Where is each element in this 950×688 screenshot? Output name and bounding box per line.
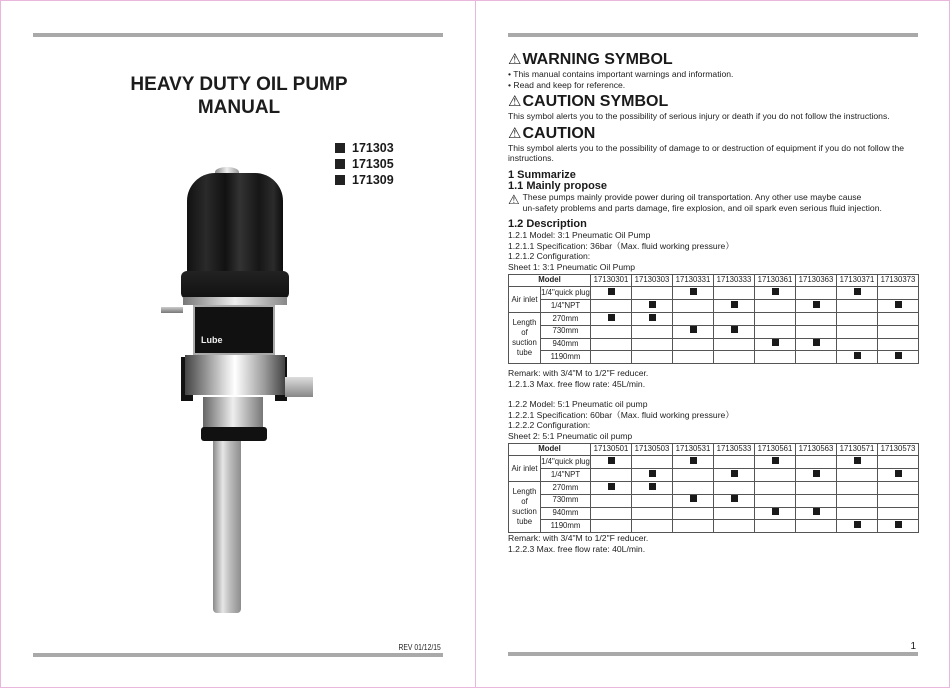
table-row <box>509 287 919 300</box>
option-label: 1/4"quick plug <box>541 287 591 300</box>
option-cell <box>837 287 878 300</box>
option-cell <box>673 494 714 507</box>
option-cell <box>591 482 632 495</box>
filled-square-icon <box>649 483 656 490</box>
option-cell <box>755 494 796 507</box>
option-cell <box>673 312 714 325</box>
option-cell <box>878 325 919 338</box>
option-cell <box>714 456 755 469</box>
option-cell <box>755 469 796 482</box>
option-cell <box>591 469 632 482</box>
option-cell <box>632 338 673 351</box>
model-column-header: 17130303 <box>632 274 673 287</box>
table-header-row <box>509 274 919 287</box>
option-cell <box>632 456 673 469</box>
option-cell <box>837 520 878 533</box>
filled-square-icon <box>690 495 697 502</box>
filled-square-icon <box>813 301 820 308</box>
model-column-header: 17130531 <box>673 443 714 456</box>
model-number: 171309 <box>352 173 394 187</box>
filled-square-icon <box>813 470 820 477</box>
warning-bullet: • This manual contains important warnings and information. <box>508 69 734 79</box>
model-column-header: 17130573 <box>878 443 919 456</box>
model-column-header: 17130301 <box>591 274 632 287</box>
filled-square-icon <box>608 483 615 490</box>
option-cell <box>878 507 919 520</box>
option-cell <box>837 325 878 338</box>
option-cell <box>878 287 919 300</box>
pump-flange <box>201 427 267 441</box>
option-cell <box>714 300 755 313</box>
model-column-header: 17130373 <box>878 274 919 287</box>
option-cell <box>591 312 632 325</box>
option-cell <box>878 520 919 533</box>
option-cell <box>591 520 632 533</box>
config-line: 1.2.1.2 Configuration: <box>508 251 591 262</box>
option-cell <box>878 494 919 507</box>
model-column-header: 17130571 <box>837 443 878 456</box>
option-cell <box>796 338 837 351</box>
warning-triangle-icon: ⚠ <box>508 191 520 207</box>
filled-square-icon <box>690 326 697 333</box>
option-cell <box>714 469 755 482</box>
filled-square-icon <box>608 314 615 321</box>
model-line: 1.2.2 Model: 5:1 Pneumatic oil pump <box>508 399 648 410</box>
filled-square-icon <box>731 326 738 333</box>
caution-symbol-heading <box>508 93 920 111</box>
option-cell <box>755 300 796 313</box>
model-column-header: 17130371 <box>837 274 878 287</box>
option-cell <box>878 300 919 313</box>
option-cell <box>632 325 673 338</box>
model-number: 171305 <box>352 157 394 171</box>
option-label: 1190mm <box>541 520 591 533</box>
filled-square-icon <box>813 508 820 515</box>
filled-square-icon <box>854 521 861 528</box>
option-label: 270mm <box>541 482 591 495</box>
heading-text: WARNING SYMBOL <box>522 51 673 68</box>
table-row <box>509 456 919 469</box>
purpose-text: These pumps mainly provide power during oil transportation. Any other use maybe cause <box>522 191 862 202</box>
pump-body <box>185 355 285 395</box>
option-cell <box>755 287 796 300</box>
pump-outlet <box>285 377 313 397</box>
row-group-label: Length of suction tube <box>509 312 541 363</box>
option-cell <box>837 351 878 364</box>
pump-motor-cover <box>187 173 283 278</box>
revision-label: REV 01/12/15 <box>398 643 441 652</box>
option-cell <box>878 469 919 482</box>
option-cell <box>878 351 919 364</box>
option-cell <box>591 338 632 351</box>
option-cell <box>837 482 878 495</box>
heading-text: CAUTION <box>522 124 596 142</box>
model-item <box>335 172 394 188</box>
filled-square-icon <box>772 339 779 346</box>
page-number: 1 <box>910 641 916 652</box>
option-label: 1/4"quick plug <box>541 456 591 469</box>
option-cell <box>796 300 837 313</box>
page-content <box>508 51 920 554</box>
filled-square-icon <box>608 457 615 464</box>
purpose-warning <box>508 192 920 213</box>
option-cell <box>796 494 837 507</box>
filled-square-icon <box>772 508 779 515</box>
option-cell <box>796 351 837 364</box>
model-column-header: 17130563 <box>796 443 837 456</box>
option-cell <box>796 456 837 469</box>
spec-line: 1.2.1.1 Specification: 36bar（Max. fluid working pressure） <box>508 240 734 251</box>
table-row <box>509 507 919 520</box>
option-cell <box>796 312 837 325</box>
model-list <box>335 140 394 188</box>
filled-square-icon <box>895 352 902 359</box>
option-cell <box>673 300 714 313</box>
row-group-label: Air inlet <box>509 287 541 313</box>
config-table-1 <box>508 274 919 365</box>
model-number: 171303 <box>352 141 394 155</box>
filled-square-icon <box>854 288 861 295</box>
option-cell <box>837 338 878 351</box>
option-cell <box>673 338 714 351</box>
subsection-heading: 1.2 Description <box>508 218 587 231</box>
option-cell <box>632 507 673 520</box>
option-cell <box>673 456 714 469</box>
option-label: 1/4"NPT <box>541 469 591 482</box>
table-row <box>509 469 919 482</box>
suction-tube <box>213 441 241 613</box>
model-column-header: 17130363 <box>796 274 837 287</box>
table-row <box>509 351 919 364</box>
option-cell <box>796 325 837 338</box>
pump-cover-base <box>181 271 289 299</box>
square-bullet-icon <box>335 159 345 169</box>
option-cell <box>591 494 632 507</box>
warning-heading <box>508 51 920 69</box>
option-cell <box>755 351 796 364</box>
table-header-row <box>509 443 919 456</box>
flow-rate: 1.2.1.3 Max. free flow rate: 45L/min. <box>508 378 646 389</box>
content-page <box>475 0 950 688</box>
filled-square-icon <box>772 288 779 295</box>
model-column-header: 17130333 <box>714 274 755 287</box>
filled-square-icon <box>895 301 902 308</box>
option-cell <box>755 312 796 325</box>
option-cell <box>632 482 673 495</box>
option-cell <box>755 507 796 520</box>
square-bullet-icon <box>335 143 345 153</box>
caution-symbol-text: This symbol alerts you to the possibility of serious injury or death if you do not follow the instructions. <box>508 111 890 122</box>
model-line: 1.2.1 Model: 3:1 Pneumatic Oil Pump <box>508 230 651 241</box>
option-cell <box>591 351 632 364</box>
sheet-title: Sheet 1: 3:1 Pneumatic Oil Pump <box>508 261 636 272</box>
option-cell <box>714 494 755 507</box>
top-rule <box>508 33 918 37</box>
option-label: 1/4"NPT <box>541 300 591 313</box>
model-column-header: 17130561 <box>755 443 796 456</box>
pump-image <box>151 161 331 621</box>
caution-heading <box>508 125 920 143</box>
option-label: 730mm <box>541 494 591 507</box>
air-inlet-plug <box>161 307 183 313</box>
option-cell <box>673 482 714 495</box>
model-column-header: 17130501 <box>591 443 632 456</box>
table-row <box>509 312 919 325</box>
filled-square-icon <box>649 314 656 321</box>
row-group-label: Air inlet <box>509 456 541 482</box>
option-cell <box>673 507 714 520</box>
pump-brand-label <box>193 305 275 355</box>
table-row <box>509 520 919 533</box>
option-cell <box>878 338 919 351</box>
table-row <box>509 494 919 507</box>
option-cell <box>714 482 755 495</box>
option-cell <box>673 325 714 338</box>
option-label: 940mm <box>541 507 591 520</box>
option-cell <box>796 287 837 300</box>
bottom-rule <box>508 652 918 656</box>
option-cell <box>591 325 632 338</box>
option-cell <box>837 456 878 469</box>
flow-rate: 1.2.2.3 Max. free flow rate: 40L/min. <box>508 543 646 554</box>
model-header: Model <box>509 443 591 456</box>
option-cell <box>714 520 755 533</box>
option-cell <box>755 520 796 533</box>
option-cell <box>673 287 714 300</box>
filled-square-icon <box>649 301 656 308</box>
remark: Remark: with 3/4"M to 1/2"F reducer. <box>508 533 649 544</box>
warning-bullet: • Read and keep for reference. <box>508 79 626 90</box>
model-item <box>335 156 394 172</box>
row-group-label: Length of suction tube <box>509 482 541 533</box>
option-cell <box>837 469 878 482</box>
table-row <box>509 325 919 338</box>
option-cell <box>632 469 673 482</box>
option-cell <box>796 520 837 533</box>
filled-square-icon <box>690 288 697 295</box>
top-rule <box>33 33 443 37</box>
filled-square-icon <box>772 457 779 464</box>
option-cell <box>796 507 837 520</box>
filled-square-icon <box>813 339 820 346</box>
title-line-1: HEAVY DUTY OIL PUMP <box>130 74 348 95</box>
warning-triangle-icon: ⚠ <box>508 51 522 68</box>
model-column-header: 17130361 <box>755 274 796 287</box>
option-cell <box>837 312 878 325</box>
option-cell <box>878 312 919 325</box>
option-cell <box>632 312 673 325</box>
option-cell <box>755 325 796 338</box>
option-cell <box>632 287 673 300</box>
model-header: Model <box>509 274 591 287</box>
option-cell <box>755 456 796 469</box>
filled-square-icon <box>854 457 861 464</box>
option-cell <box>755 338 796 351</box>
table-row <box>509 482 919 495</box>
option-label: 940mm <box>541 338 591 351</box>
filled-square-icon <box>854 352 861 359</box>
remark: Remark: with 3/4"M to 1/2"F reducer. <box>508 368 649 379</box>
option-cell <box>673 520 714 533</box>
model-column-header: 17130503 <box>632 443 673 456</box>
option-cell <box>673 351 714 364</box>
filled-square-icon <box>690 457 697 464</box>
filled-square-icon <box>895 470 902 477</box>
warning-triangle-icon: ⚠ <box>508 93 522 111</box>
option-cell <box>837 300 878 313</box>
option-label: 1190mm <box>541 351 591 364</box>
title-line-2: MANUAL <box>197 97 281 118</box>
option-cell <box>878 456 919 469</box>
option-cell <box>714 338 755 351</box>
option-cell <box>632 300 673 313</box>
option-cell <box>714 312 755 325</box>
model-item <box>335 140 394 156</box>
option-cell <box>632 494 673 507</box>
option-cell <box>714 351 755 364</box>
config-line: 1.2.2.2 Configuration: <box>508 420 591 431</box>
option-label: 730mm <box>541 325 591 338</box>
option-cell <box>714 325 755 338</box>
heading-text: CAUTION SYMBOL <box>522 93 669 111</box>
table-row <box>509 338 919 351</box>
filled-square-icon <box>731 470 738 477</box>
subsection-heading: 1.1 Mainly propose <box>508 179 608 192</box>
caution-text: This symbol alerts you to the possibility of damage to or destruction of equipment if you do not follow the instructions. <box>508 142 905 164</box>
pump-base <box>203 397 263 429</box>
bottom-rule <box>33 653 443 657</box>
filled-square-icon <box>895 521 902 528</box>
model-column-header: 17130331 <box>673 274 714 287</box>
table-row <box>509 300 919 313</box>
option-cell <box>591 300 632 313</box>
option-cell <box>878 482 919 495</box>
config-table-2 <box>508 443 919 534</box>
square-bullet-icon <box>335 175 345 185</box>
model-column-header: 17130533 <box>714 443 755 456</box>
option-cell <box>714 287 755 300</box>
section-heading: 1 Summarize <box>508 168 576 181</box>
option-cell <box>632 351 673 364</box>
warning-triangle-icon: ⚠ <box>508 124 522 142</box>
option-cell <box>755 482 796 495</box>
option-cell <box>796 482 837 495</box>
option-cell <box>837 494 878 507</box>
option-cell <box>837 507 878 520</box>
spec-line: 1.2.2.1 Specification: 60bar（Max. fluid working pressure） <box>508 409 734 420</box>
filled-square-icon <box>649 470 656 477</box>
option-cell <box>673 469 714 482</box>
option-cell <box>632 520 673 533</box>
option-label: 270mm <box>541 312 591 325</box>
filled-square-icon <box>731 495 738 502</box>
filled-square-icon <box>731 301 738 308</box>
purpose-text: un-safety problems and parts damage, fire explosion, and oil spark even serious fluid injection. <box>522 202 882 213</box>
brand-text: Lube <box>201 335 223 345</box>
pump-ring <box>183 297 287 305</box>
option-cell <box>591 456 632 469</box>
option-cell <box>591 287 632 300</box>
sheet-title: Sheet 2: 5:1 Pneumatic oil pump <box>508 431 633 442</box>
document-title <box>1 73 477 119</box>
option-cell <box>796 469 837 482</box>
filled-square-icon <box>608 288 615 295</box>
option-cell <box>714 507 755 520</box>
option-cell <box>591 507 632 520</box>
